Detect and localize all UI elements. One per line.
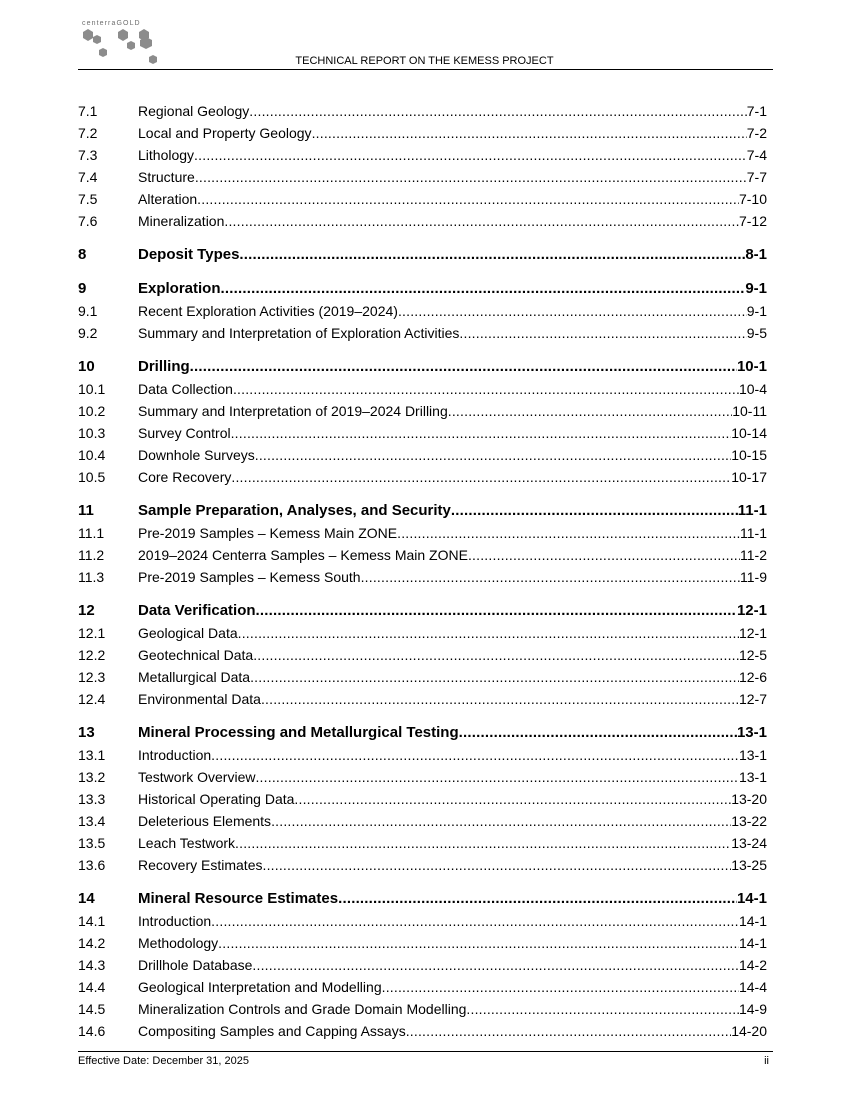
- toc-entry-page: 13-24: [731, 835, 767, 851]
- toc-subsection-entry[interactable]: [78, 995, 767, 1017]
- toc-subsection-entry[interactable]: [78, 541, 767, 563]
- toc-entry-number: 13.5: [78, 835, 106, 851]
- toc-entry-number: 10.4: [78, 447, 106, 463]
- toc-entry-title: Introduction: [138, 747, 212, 763]
- toc-dot-leader: [250, 669, 739, 685]
- toc-dot-leader: [261, 691, 739, 707]
- toc-dot-leader: [197, 191, 739, 207]
- toc-entry-number: 10.3: [78, 425, 106, 441]
- toc-subsection-entry[interactable]: [78, 375, 767, 397]
- toc-subsection-entry[interactable]: [78, 807, 767, 829]
- toc-entry-page: 9-1: [745, 280, 767, 297]
- toc-dot-leader: [253, 647, 739, 663]
- toc-entry-page: 12-5: [738, 647, 767, 663]
- toc-entry-page: 10-4: [738, 381, 767, 397]
- toc-entry-page: 13-1: [736, 724, 767, 741]
- toc-entry-title: Local and Property Geology: [138, 125, 312, 141]
- toc-entry-number: 9: [78, 280, 87, 297]
- toc-entry-page: 14-1: [738, 913, 767, 929]
- toc-entry-page: 11-1: [737, 502, 767, 519]
- toc-subsection-entry[interactable]: [78, 163, 767, 185]
- toc-entry-number: 13: [78, 724, 95, 741]
- toc-entry-title: Pre-2019 Samples – Kemess Main ZONE: [138, 525, 398, 541]
- toc-entry-page: 10-14: [731, 425, 767, 441]
- footer-divider: [78, 1051, 773, 1052]
- toc-entry-title: Deleterious Elements: [138, 813, 272, 829]
- toc-entry-number: 7.1: [78, 103, 98, 119]
- toc-entry-page: 13-20: [731, 791, 767, 807]
- report-title: TECHNICAL REPORT ON THE KEMESS PROJECT: [295, 55, 554, 67]
- toc-entry-number: 12.3: [78, 669, 106, 685]
- toc-entry-page: 12-7: [738, 691, 767, 707]
- toc-subsection-entry[interactable]: [78, 207, 767, 229]
- toc-entry-number: 11: [78, 502, 94, 519]
- toc-entry-page: 12-1: [738, 625, 767, 641]
- toc-entry-page: 7-7: [746, 169, 767, 185]
- toc-entry-page: 13-25: [731, 857, 767, 873]
- toc-entry-title: Core Recovery: [138, 469, 232, 485]
- toc-subsection-entry[interactable]: [78, 785, 767, 807]
- toc-entry-page: 8-1: [745, 246, 767, 263]
- toc-entry-title: Leach Testwork: [138, 835, 236, 851]
- page-number: ii: [764, 1055, 769, 1067]
- toc-dot-leader: [255, 769, 739, 785]
- toc-entry-page: 11-1: [740, 525, 767, 541]
- toc-entry-title: Regional Geology: [138, 103, 250, 119]
- toc-dot-leader: [382, 979, 739, 995]
- toc-entry-title: Methodology: [138, 935, 219, 951]
- toc-entry-page: 14-20: [731, 1023, 767, 1039]
- toc-entry-page: 11-9: [740, 569, 767, 585]
- toc-entry-title: Survey Control: [138, 425, 231, 441]
- toc-entry-page: 10-1: [736, 358, 767, 375]
- toc-entry-page: 9-5: [746, 325, 767, 341]
- toc-dot-leader: [231, 469, 731, 485]
- toc-entry-page: 7-12: [738, 213, 767, 229]
- toc-dot-leader: [224, 213, 739, 229]
- toc-entry-title: 2019–2024 Centerra Samples – Kemess Main ZONE: [138, 547, 468, 563]
- toc-subsection-entry[interactable]: [78, 463, 767, 485]
- toc-entry-title: Compositing Samples and Capping Assays: [138, 1023, 406, 1039]
- toc-entry-number: 12.4: [78, 691, 106, 707]
- toc-subsection-entry[interactable]: [78, 441, 767, 463]
- toc-dot-leader: [190, 358, 737, 375]
- toc-subsection-entry[interactable]: [78, 829, 767, 851]
- toc-entry-title: Metallurgical Data: [138, 669, 251, 685]
- toc-entry-title: Summary and Interpretation of Exploration Activities: [138, 325, 460, 341]
- toc-entry-number: 7.3: [78, 147, 98, 163]
- toc-entry-number: 13.6: [78, 857, 106, 873]
- toc-entry-title: Downhole Surveys: [138, 447, 255, 463]
- toc-entry-number: 11.3: [78, 569, 105, 585]
- toc-entry-title: Mineralization: [138, 213, 225, 229]
- toc-entry-title: Lithology: [138, 147, 195, 163]
- toc-entry-number: 7.5: [78, 191, 98, 207]
- toc-subsection-entry[interactable]: [78, 741, 767, 763]
- toc-dot-leader: [466, 1001, 739, 1017]
- toc-entry-page: 13-1: [738, 769, 767, 785]
- toc-entry-title: Introduction: [138, 913, 212, 929]
- toc-dot-leader: [218, 935, 739, 951]
- toc-section-entry[interactable]: [78, 497, 767, 519]
- toc-subsection-entry[interactable]: [78, 851, 767, 873]
- toc-entry-number: 11.2: [78, 547, 105, 563]
- toc-dot-leader: [406, 1023, 731, 1039]
- toc-entry-title: Sample Preparation, Analyses, and Security: [138, 502, 451, 519]
- toc-subsection-entry[interactable]: [78, 663, 767, 685]
- toc-dot-leader: [195, 169, 747, 185]
- toc-section-entry[interactable]: [78, 597, 767, 619]
- toc-entry-number: 7.6: [78, 213, 98, 229]
- logo-wordmark: centerraGOLD: [82, 20, 141, 27]
- toc-entry-page: 13-1: [738, 747, 767, 763]
- toc-entry-number: 10: [78, 358, 95, 375]
- toc-entry-title: Exploration: [138, 280, 221, 297]
- toc-entry-number: 14.6: [78, 1023, 106, 1039]
- toc-dot-leader: [361, 569, 740, 585]
- toc-entry-page: 7-1: [746, 103, 767, 119]
- toc-dot-leader: [451, 502, 738, 519]
- toc-entry-page: 13-22: [731, 813, 767, 829]
- toc-subsection-entry[interactable]: [78, 141, 767, 163]
- toc-entry-page: 10-15: [731, 447, 767, 463]
- toc-dot-leader: [397, 525, 740, 541]
- toc-entry-title: Drilling: [138, 358, 190, 375]
- toc-entry-page: 9-1: [746, 303, 767, 319]
- toc-entry-page: 7-2: [746, 125, 767, 141]
- toc-entry-title: Testwork Overview: [138, 769, 256, 785]
- toc-entry-page: 14-4: [738, 979, 767, 995]
- toc-subsection-entry[interactable]: [78, 1017, 767, 1039]
- toc-entry-page: 11-2: [740, 547, 767, 563]
- toc-entry-title: Deposit Types: [138, 246, 240, 263]
- toc-section-entry[interactable]: [78, 885, 767, 907]
- toc-entry-number: 7.2: [78, 125, 98, 141]
- toc-entry-number: 12.1: [78, 625, 106, 641]
- toc-entry-number: 9.2: [78, 325, 98, 341]
- toc-entry-page: 10-17: [731, 469, 767, 485]
- toc-entry-number: 12.2: [78, 647, 106, 663]
- toc-entry-number: 10.1: [78, 381, 106, 397]
- toc-entry-page: 10-11: [732, 403, 767, 419]
- toc-entry-title: Recent Exploration Activities (2019–2024): [138, 303, 398, 319]
- toc-entry-title: Pre-2019 Samples – Kemess South: [138, 569, 361, 585]
- toc-subsection-entry[interactable]: [78, 685, 767, 707]
- toc-dot-leader: [233, 381, 739, 397]
- toc-dot-leader: [448, 403, 732, 419]
- toc-subsection-entry[interactable]: [78, 97, 767, 119]
- toc-entry-title: Environmental Data: [138, 691, 261, 707]
- toc-subsection-entry[interactable]: [78, 185, 767, 207]
- toc-subsection-entry[interactable]: [78, 619, 767, 641]
- toc-dot-leader: [338, 890, 737, 907]
- toc-section-entry[interactable]: [78, 353, 767, 375]
- toc-dot-leader: [211, 747, 739, 763]
- toc-entry-title: Geotechnical Data: [138, 647, 254, 663]
- toc-entry-number: 13.4: [78, 813, 106, 829]
- toc-entry-number: 10.2: [78, 403, 106, 419]
- toc-dot-leader: [252, 957, 739, 973]
- toc-entry-title: Geological Data: [138, 625, 238, 641]
- toc-entry-title: Drillhole Database: [138, 957, 253, 973]
- toc-entry-page: 14-9: [738, 1001, 767, 1017]
- toc-dot-leader: [231, 425, 732, 441]
- toc-entry-title: Geological Interpretation and Modelling: [138, 979, 382, 995]
- toc-dot-leader: [468, 547, 740, 563]
- toc-dot-leader: [194, 147, 747, 163]
- table-of-contents: [78, 97, 767, 1039]
- toc-entry-number: 11.1: [78, 525, 105, 541]
- toc-entry-title: Mineral Processing and Metallurgical Testing: [138, 724, 459, 741]
- toc-dot-leader: [249, 103, 746, 119]
- header-divider: [78, 69, 773, 70]
- toc-entry-title: Mineralization Controls and Grade Domain Modelling: [138, 1001, 467, 1017]
- toc-dot-leader: [235, 835, 731, 851]
- toc-entry-number: 13.2: [78, 769, 106, 785]
- toc-entry-number: 10.5: [78, 469, 106, 485]
- toc-entry-title: Alteration: [138, 191, 198, 207]
- toc-entry-number: 12: [78, 602, 95, 619]
- toc-entry-page: 14-1: [736, 890, 767, 907]
- toc-entry-title: Historical Operating Data: [138, 791, 295, 807]
- toc-subsection-entry[interactable]: [78, 519, 767, 541]
- toc-dot-leader: [256, 602, 737, 619]
- toc-entry-title: Structure: [138, 169, 195, 185]
- toc-subsection-entry[interactable]: [78, 297, 767, 319]
- toc-entry-number: 9.1: [78, 303, 98, 319]
- toc-dot-leader: [312, 125, 747, 141]
- toc-entry-page: 12-6: [738, 669, 767, 685]
- toc-entry-number: 14: [78, 890, 95, 907]
- toc-dot-leader: [398, 303, 747, 319]
- toc-dot-leader: [271, 813, 731, 829]
- toc-entry-title: Recovery Estimates: [138, 857, 263, 873]
- toc-dot-leader: [459, 325, 746, 341]
- toc-section-entry[interactable]: [78, 241, 767, 263]
- toc-dot-leader: [459, 724, 737, 741]
- toc-subsection-entry[interactable]: [78, 397, 767, 419]
- toc-entry-number: 7.4: [78, 169, 98, 185]
- effective-date: Effective Date: December 31, 2025: [78, 1055, 250, 1067]
- toc-entry-number: 14.1: [78, 913, 106, 929]
- toc-subsection-entry[interactable]: [78, 929, 767, 951]
- toc-subsection-entry[interactable]: [78, 563, 767, 585]
- toc-dot-leader: [294, 791, 731, 807]
- toc-subsection-entry[interactable]: [78, 641, 767, 663]
- toc-section-entry[interactable]: [78, 719, 767, 741]
- toc-dot-leader: [238, 625, 739, 641]
- toc-entry-page: 12-1: [736, 602, 767, 619]
- toc-entry-title: Data Collection: [138, 381, 233, 397]
- toc-dot-leader: [239, 246, 745, 263]
- toc-entry-number: 14.3: [78, 957, 106, 973]
- toc-entry-number: 14.2: [78, 935, 106, 951]
- toc-entry-number: 14.5: [78, 1001, 106, 1017]
- toc-entry-page: 14-2: [738, 957, 767, 973]
- toc-entry-number: 13.1: [78, 747, 106, 763]
- toc-subsection-entry[interactable]: [78, 951, 767, 973]
- toc-entry-title: Data Verification: [138, 602, 256, 619]
- toc-subsection-entry[interactable]: [78, 973, 767, 995]
- toc-entry-number: 14.4: [78, 979, 106, 995]
- toc-dot-leader: [211, 913, 739, 929]
- toc-section-entry[interactable]: [78, 275, 767, 297]
- toc-entry-title: Summary and Interpretation of 2019–2024 Drilling: [138, 403, 448, 419]
- toc-entry-number: 13.3: [78, 791, 106, 807]
- toc-subsection-entry[interactable]: [78, 319, 767, 341]
- toc-subsection-entry[interactable]: [78, 763, 767, 785]
- toc-entry-page: 7-10: [738, 191, 767, 207]
- toc-subsection-entry[interactable]: [78, 119, 767, 141]
- toc-dot-leader: [255, 447, 731, 463]
- toc-entry-page: 14-1: [738, 935, 767, 951]
- toc-dot-leader: [221, 280, 746, 297]
- toc-subsection-entry[interactable]: [78, 907, 767, 929]
- toc-entry-title: Mineral Resource Estimates: [138, 890, 339, 907]
- toc-subsection-entry[interactable]: [78, 419, 767, 441]
- toc-entry-page: 7-4: [746, 147, 767, 163]
- toc-dot-leader: [262, 857, 731, 873]
- toc-entry-number: 8: [78, 246, 87, 263]
